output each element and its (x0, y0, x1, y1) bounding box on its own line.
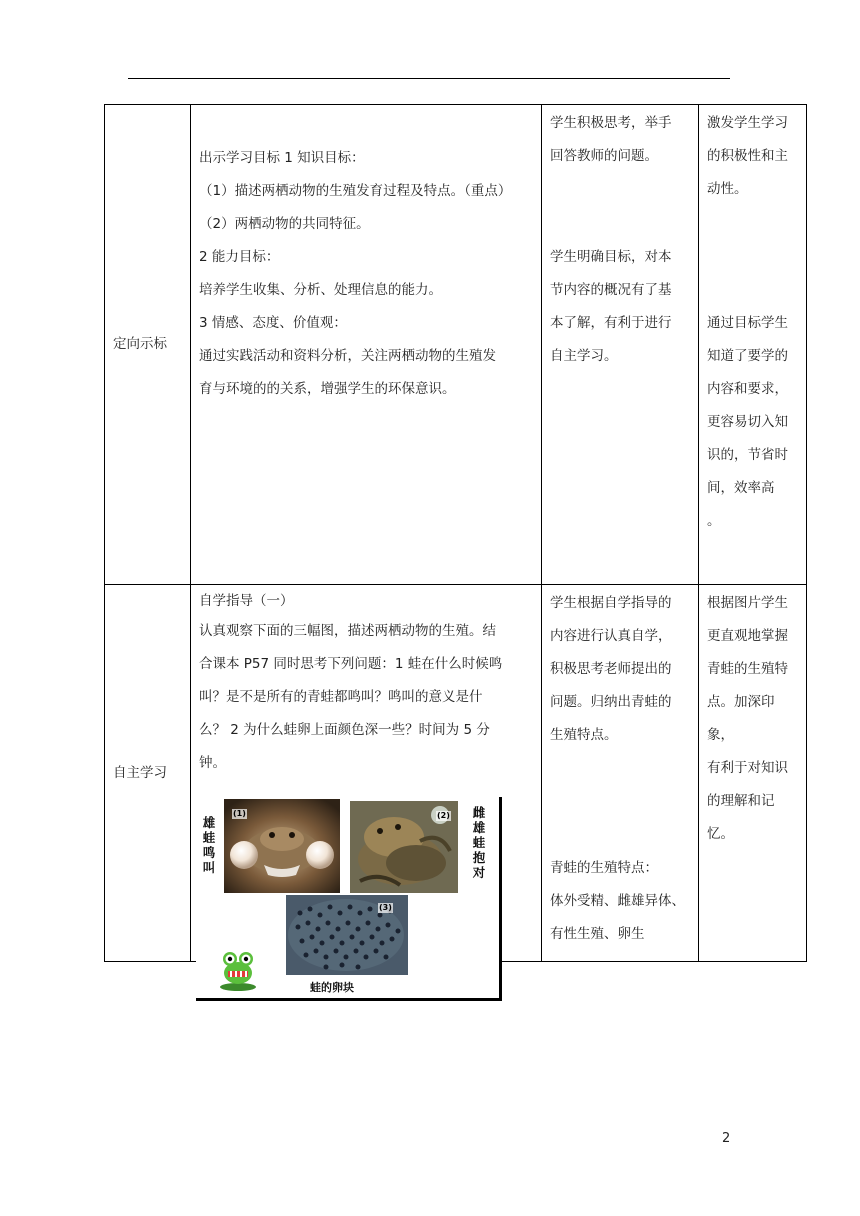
objective-line: 通过实践活动和资料分析，关注两栖动物的生殖发 (199, 348, 496, 364)
frog-reproduction-figure (196, 797, 502, 1001)
purpose-cell (699, 105, 807, 585)
purpose-text: 根据图片学生 (707, 595, 788, 611)
purpose-text: 。 (707, 513, 721, 529)
student-text: 回答教师的问题。 (550, 148, 658, 164)
stage-cell (105, 585, 191, 962)
figure-border-bottom (196, 998, 502, 1001)
table-row-directional (105, 105, 807, 585)
objective-line: 育与环境的的关系，增强学生的环保意识。 (199, 381, 456, 397)
guide-text: 认真观察下面的三幅图，描述两栖动物的生殖。结 (199, 623, 496, 639)
stage-cell (105, 105, 191, 585)
guide-text: 合课本 P57 同时思考下列问题：1 蛙在什么时候鸣 (199, 656, 503, 672)
guide-title: 自学指导（一） (199, 593, 294, 609)
feature-text: 青蛙的生殖特点： (550, 860, 658, 876)
purpose-text: 间，效率高 (707, 480, 775, 496)
header-rule (128, 78, 730, 79)
page-number: 2 (722, 1131, 731, 1146)
stage-label: 自主学习 (113, 764, 167, 781)
student-text: 问题。归纳出青蛙的 (550, 694, 672, 710)
objective-line: 培养学生收集、分析、处理信息的能力。 (199, 282, 442, 298)
purpose-text: 激发学生学习 (707, 115, 788, 131)
figure-caption: 蛙的卵块 (310, 981, 354, 994)
purpose-text: 的理解和记 (707, 793, 775, 809)
objective-line: 2 能力目标： (199, 249, 280, 265)
purpose-text: 更容易切入知 (707, 414, 788, 430)
guide-text: 么？ 2 为什么蛙卵上面颜色深一些？时间为 5 分 (199, 722, 490, 738)
calling-frog-photo (224, 799, 340, 893)
student-text: 积极思考老师提出的 (550, 661, 672, 677)
purpose-text: 识的，节省时 (707, 447, 788, 463)
figure-label-left: 雄蛙鸣叫 (202, 815, 216, 875)
purpose-text: 知道了要学的 (707, 348, 788, 364)
student-text: 学生明确目标，对本 (550, 249, 672, 265)
amplexus-frog-photo (350, 801, 458, 893)
frog-eggs-photo (286, 895, 408, 975)
guide-text: 叫？是不是所有的青蛙都鸣叫？鸣叫的意义是什 (199, 689, 483, 705)
figure-tag-2: (2) (437, 811, 450, 820)
purpose-text: 的积极性和主 (707, 148, 788, 164)
purpose-text: 忆。 (707, 826, 734, 842)
objective-line: 出示学习目标 1 知识目标： (199, 150, 365, 166)
figure-label-right: 雌雄蛙抱对 (472, 805, 486, 880)
student-text: 自主学习。 (550, 348, 618, 364)
purpose-text: 内容和要求， (707, 381, 788, 397)
objective-line: （2）两栖动物的共同特征。 (199, 216, 370, 232)
purpose-text: 更直观地掌握 (707, 628, 788, 644)
purpose-text: 通过目标学生 (707, 315, 788, 331)
figure-tag-3: (3) (379, 903, 392, 912)
figure-border-right (499, 797, 502, 1001)
objective-line: 3 情感、态度、价值观： (199, 315, 347, 331)
student-activity-cell (542, 585, 699, 962)
figure-tag-1: (1) (233, 809, 246, 818)
student-text: 学生积极思考，举手 (550, 115, 672, 131)
objective-line: （1）描述两栖动物的生殖发育过程及特点。（重点） (199, 183, 512, 199)
purpose-text: 青蛙的生殖特 (707, 661, 788, 677)
purpose-text: 动性。 (707, 181, 748, 197)
teacher-activity-cell (191, 105, 542, 585)
feature-text: 有性生殖、卵生 (550, 926, 645, 942)
cartoon-frog-icon (218, 947, 258, 991)
student-text: 生殖特点。 (550, 727, 618, 743)
student-text: 本了解，有利于进行 (550, 315, 672, 331)
guide-text: 钟。 (199, 755, 226, 771)
feature-text: 体外受精、雌雄异体、 (550, 893, 685, 909)
student-activity-cell (542, 105, 699, 585)
student-text: 学生根据自学指导的 (550, 595, 672, 611)
purpose-text: 有利于对知识 (707, 760, 788, 776)
purpose-text: 点。加深印象， (707, 694, 775, 743)
purpose-cell (699, 585, 807, 962)
stage-label: 定向示标 (113, 336, 167, 352)
student-text: 内容进行认真自学， (550, 628, 672, 644)
student-text: 节内容的概况有了基 (550, 282, 672, 298)
